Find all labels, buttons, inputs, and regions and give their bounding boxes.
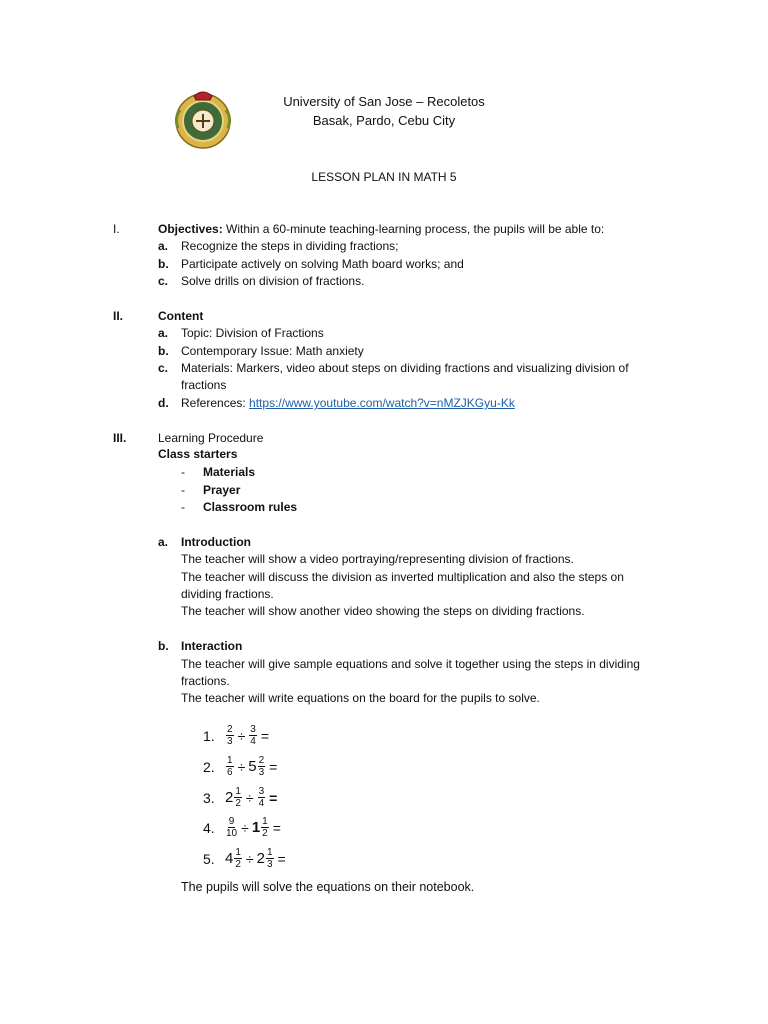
list-letter: a. (158, 239, 169, 253)
denominator: 6 (227, 767, 233, 778)
list-letter: b. (158, 257, 169, 271)
equals-sign: = (277, 850, 286, 867)
university-name: University of San Jose – Recoletos (283, 94, 485, 109)
list-item: Materials: Markers, video about steps on dividing fractions and visualizing division of (181, 361, 629, 375)
fraction (234, 786, 242, 809)
numerator: 1 (266, 847, 273, 858)
references-item (181, 396, 515, 410)
denominator: 10 (226, 828, 238, 839)
equation-2 (203, 755, 280, 778)
denominator: 4 (250, 736, 256, 747)
interaction-line: The teacher will write equations on the board for the pupils to solve. (181, 691, 540, 705)
introduction-line: The teacher will show another video showing the steps on dividing fractions. (181, 604, 585, 618)
procedure-heading: Learning Procedure (158, 431, 264, 445)
denominator: 3 (258, 767, 265, 778)
starter-item: Materials (203, 465, 256, 479)
equation-whole: 2 (256, 850, 265, 867)
equation-3 (203, 786, 280, 809)
equation-5 (203, 847, 289, 870)
fraction (226, 724, 234, 747)
denominator: 3 (227, 736, 233, 747)
fraction (258, 786, 266, 809)
section-numeral-objectives: I. (113, 222, 120, 236)
equation-number: 3. (203, 789, 215, 806)
starter-item: Classroom rules (203, 500, 298, 514)
starter-item: Prayer (203, 483, 241, 497)
numerator: 1 (235, 847, 241, 858)
introduction-line: The teacher will discuss the division as inverted multiplication and also the steps on (181, 570, 624, 584)
division-sign: ÷ (241, 819, 249, 836)
fraction (226, 755, 234, 778)
interaction-line: fractions. (181, 674, 230, 688)
introduction-line: The teacher will show a video portraying/representing division of fractions. (181, 552, 574, 566)
list-letter: c. (158, 361, 169, 375)
list-letter: b. (158, 344, 169, 358)
numerator: 1 (235, 786, 241, 797)
objectives-label: Objectives: (158, 222, 223, 236)
equation-number: 4. (203, 819, 215, 836)
list-item: Topic: Division of Fractions (181, 326, 324, 340)
denominator: 2 (262, 828, 268, 839)
equation-number: 2. (203, 758, 215, 775)
list-letter: a. (158, 535, 169, 549)
list-letter: a. (158, 326, 169, 340)
equals-sign: = (269, 758, 278, 775)
equation-4 (203, 816, 284, 839)
equals-sign: = (269, 789, 278, 806)
numerator: 2 (227, 724, 233, 735)
fraction (266, 847, 274, 870)
fraction (234, 847, 242, 870)
bullet-dash: - (181, 500, 185, 514)
list-item-continuation: fractions (181, 378, 227, 392)
fraction (249, 724, 257, 747)
section-numeral-procedure: III. (113, 431, 127, 445)
list-item: Solve drills on division of fractions. (181, 274, 365, 288)
denominator: 3 (266, 859, 273, 870)
equals-sign: = (260, 727, 269, 744)
page-title: LESSON PLAN IN MATH 5 (311, 170, 457, 184)
list-letter: d. (158, 396, 169, 410)
denominator: 2 (235, 798, 241, 809)
equals-sign: = (272, 819, 281, 836)
denominator: 4 (258, 798, 265, 809)
division-sign: ÷ (245, 789, 254, 806)
introduction-line: dividing fractions. (181, 587, 274, 601)
fraction (258, 755, 266, 778)
list-item: Participate actively on solving Math board works; and (181, 257, 464, 271)
numerator: 2 (258, 755, 265, 766)
interaction-line: The teacher will give sample equations and solve it together using the steps in dividing (181, 657, 640, 671)
list-item: Recognize the steps in dividing fractions; (181, 239, 399, 253)
bullet-dash: - (181, 465, 185, 479)
content-heading: Content (158, 309, 204, 323)
numerator: 3 (258, 786, 265, 797)
equation-number: 5. (203, 850, 215, 867)
list-letter: b. (158, 639, 169, 653)
numerator: 1 (262, 816, 268, 827)
equation-whole: 4 (225, 850, 234, 867)
division-sign: ÷ (245, 850, 254, 867)
introduction-heading: Introduction (181, 535, 251, 549)
section-numeral-content: II. (113, 309, 124, 323)
list-item: Contemporary Issue: Math anxiety (181, 344, 364, 358)
reference-link[interactable]: https://www.youtube.com/watch?v=nMZJKGyu-Kk (249, 396, 515, 410)
objectives-heading (158, 222, 604, 236)
division-sign: ÷ (237, 727, 246, 744)
bullet-dash: - (181, 483, 185, 497)
equation-1 (203, 724, 272, 747)
division-sign: ÷ (237, 758, 246, 775)
fraction (261, 816, 269, 839)
closing-line: The pupils will solve the equations on their notebook. (181, 880, 475, 894)
equation-whole: 5 (248, 758, 257, 775)
references-label: References: (181, 396, 250, 410)
numerator: 1 (227, 755, 233, 766)
interaction-heading: Interaction (181, 639, 243, 653)
class-starters-heading: Class starters (158, 447, 238, 461)
equation-whole: 2 (225, 789, 234, 806)
university-address: Basak, Pardo, Cebu City (312, 113, 456, 128)
equation-whole: 1 (251, 819, 261, 836)
denominator: 2 (235, 859, 241, 870)
equation-number: 1. (203, 727, 215, 744)
objectives-intro: Within a 60-minute teaching-learning process, the pupils will be able to: (222, 222, 605, 236)
list-letter: c. (158, 274, 169, 288)
fraction (226, 816, 237, 839)
numerator: 3 (250, 724, 256, 735)
numerator: 9 (228, 816, 235, 827)
